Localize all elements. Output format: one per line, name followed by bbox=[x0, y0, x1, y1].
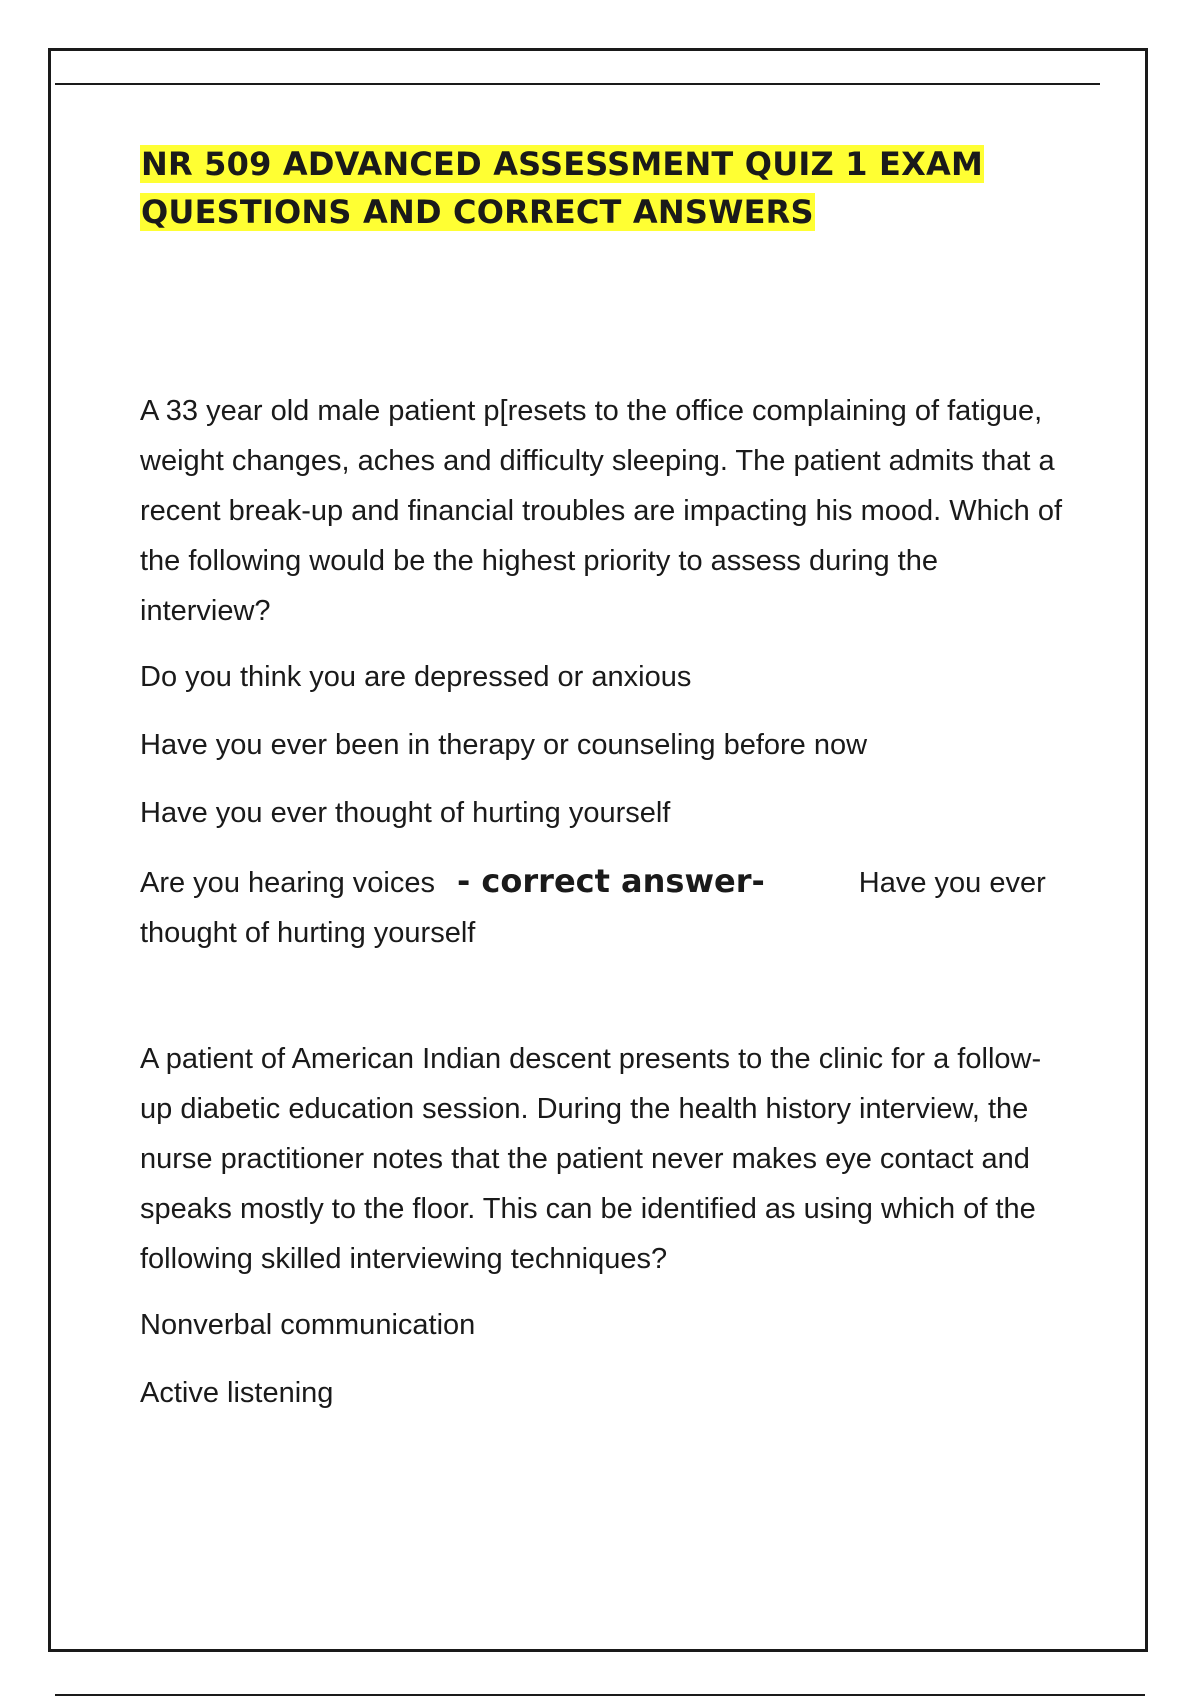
document-title bbox=[140, 140, 1070, 236]
correct-answer-text: Have you ever thought of hurting yourself bbox=[140, 867, 1046, 949]
header-rule bbox=[55, 83, 1100, 85]
question-text: A 33 year old male patient p[resets to the office complaining of fatigue, weight changes, aches and difficulty sleeping. The patient admits that a recent break-up and financial troubles are impacting his mood. Which of the following would be the highest priority to assess during the interview? bbox=[140, 395, 1063, 627]
answer-option: Are you hearing voices bbox=[140, 867, 435, 899]
answer-option: Nonverbal communication bbox=[140, 1309, 476, 1341]
question-text: A patient of American Indian descent presents to the clinic for a follow-up diabetic education session. During the health history interview, the nurse practitioner notes that the patient never makes eye contact and speaks mostly to the floor. This can be identified as using which of the following skilled interviewing techniques? bbox=[140, 1043, 1042, 1275]
title-highlight: NR 509 ADVANCED ASSESSMENT QUIZ 1 EXAM QUESTIONS AND CORRECT ANSWERS bbox=[141, 145, 983, 231]
answer-option: Do you think you are depressed or anxious bbox=[140, 661, 692, 693]
question-block-1 bbox=[140, 386, 1070, 958]
question-block-2 bbox=[140, 1034, 1070, 1418]
answer-line bbox=[140, 856, 1070, 958]
answer-option: Active listening bbox=[140, 1377, 334, 1409]
footer-rule bbox=[55, 1694, 1145, 1696]
correct-answer-marker: - correct answer- bbox=[457, 862, 765, 900]
document-body bbox=[140, 140, 1070, 1418]
answer-option: Have you ever thought of hurting yourself bbox=[140, 797, 671, 829]
answer-option: Have you ever been in therapy or counseling before now bbox=[140, 729, 868, 761]
